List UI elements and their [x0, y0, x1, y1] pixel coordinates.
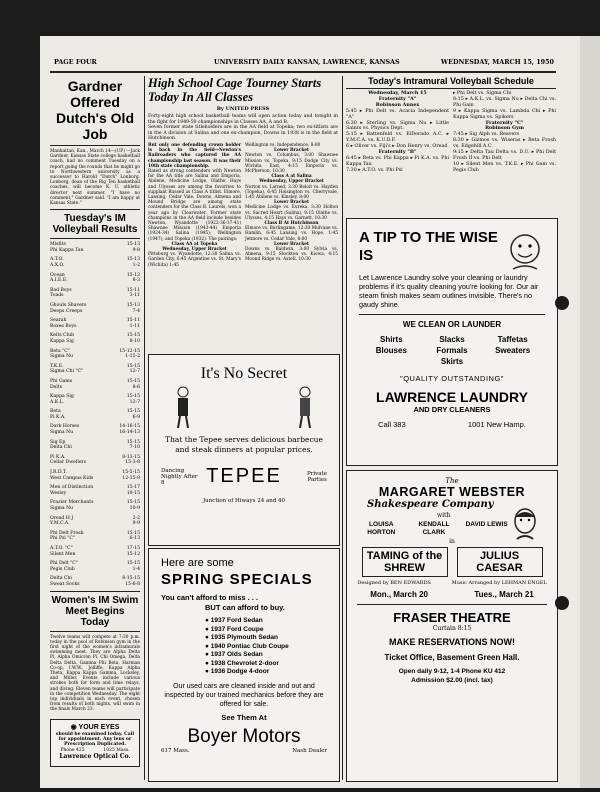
- score: 10-9: [129, 506, 140, 512]
- schedule-line: Robinson Gym: [485, 125, 524, 132]
- score: 15-15: [126, 409, 140, 415]
- schedule-line: Wednesday, March 15: [368, 90, 427, 96]
- team-name: Dark Horses: [50, 424, 80, 430]
- score: 8-10: [129, 338, 140, 344]
- team-name: A.K.L.: [50, 399, 65, 405]
- team-name: Deeps Creeps: [50, 308, 83, 314]
- folio-line: [54, 58, 554, 70]
- boyer-line2: SPRING SPECIALS: [161, 571, 313, 588]
- class-aa-sub: Wednesday, Upper Bracket: [162, 247, 227, 253]
- schedule-line: 7:45 ▸ Sig Alph vs. Beavers: [453, 132, 520, 138]
- car-item: ● 1936 Dodge 4-door: [205, 668, 270, 675]
- shakespeare-portrait-icon: [507, 505, 543, 547]
- team-name: A.T.O. "C": [50, 545, 73, 551]
- boyer-see: See Them At: [221, 712, 267, 722]
- team-name: Men of Distinction: [50, 485, 94, 491]
- tepee-headline: It's No Secret: [200, 365, 288, 382]
- score: 9-8: [132, 247, 140, 253]
- laundry-item: [482, 357, 543, 366]
- score: 15-5-15: [122, 470, 140, 476]
- actor-name: KENDALL CLARK: [418, 521, 450, 536]
- boyer-name: Boyer Motors: [187, 725, 301, 747]
- webster-name: MARGARET WEBSTER: [378, 485, 526, 499]
- divider: [50, 209, 140, 210]
- laundry-footer: [347, 420, 557, 429]
- score: 15-15: [126, 530, 140, 536]
- boyer-address: 617 Mass.: [161, 747, 190, 754]
- schedule-line: ▸ Phi Delt vs. Sigma Chi: [453, 91, 512, 96]
- cr-text3: Norton vs. Larned, 3:30 Beloit vs. Hayden (Topeka), 6:45 Hoisington vs. Cherryvale, 1:45 Abilene vs. Kinsley, 8:00: [245, 184, 338, 200]
- tepee-name-row: [149, 461, 339, 488]
- ticket-office: Ticket Office, Basement Green Hall.: [384, 653, 520, 662]
- cage-story: [148, 76, 338, 351]
- score: 1-4: [132, 566, 140, 572]
- schedule-line: 5:45 ▸ Phi Delt vs. Acacia Independent "A": [346, 108, 449, 120]
- score: 12-7: [129, 369, 140, 375]
- team-name: Cellar Dwellers: [50, 460, 87, 466]
- tepee-ad: [148, 354, 340, 546]
- optical-name: Lawrence Optical Co.: [59, 753, 131, 761]
- webster-company: Shakespeare Company: [367, 499, 494, 510]
- page-number: PAGE FOUR: [54, 58, 97, 66]
- boyer-ad: [148, 548, 340, 782]
- schedule-line: 6:45 ▸ Beta vs. Phi Kappa ▸ Pi K.A. vs. Phi Kappa Tau: [346, 155, 449, 167]
- team-name: Phi Gams: [50, 378, 73, 384]
- column-rule: [144, 76, 145, 780]
- team-name: Phi Delt Frosh: [50, 530, 84, 536]
- laundry-item: Shirts: [379, 335, 403, 344]
- boyer-line3: You can't afford to miss . . .: [161, 593, 259, 602]
- team-name: A.T.O.: [50, 257, 64, 263]
- team-name: Wesley: [50, 490, 67, 496]
- team-name: Searah: [50, 318, 67, 324]
- score: 15-15: [126, 561, 140, 567]
- schedule-line: 6:30 ▸ Sterling vs. Sigma Nu ▸ Little Saints vs. Physics Dept.: [346, 120, 449, 132]
- team-name: Sig Ep: [50, 439, 66, 445]
- score: 12-15-9: [122, 475, 140, 481]
- score: 9-9: [132, 521, 140, 527]
- score: 15-6-8: [125, 581, 140, 587]
- cage-byline: By UNITED PRESS: [216, 106, 270, 112]
- open-hours: Open daily 9-12, 1-4 Phone KU 412: [398, 668, 506, 675]
- laundry-name: LAWRENCE LAUNDRY: [376, 389, 528, 405]
- score: 15-13: [126, 272, 140, 278]
- laundry-items: [347, 329, 557, 366]
- plays-row: [347, 547, 557, 577]
- laundry-item: Skirts: [440, 357, 464, 366]
- team-name: Delta Chi: [50, 445, 72, 451]
- team-name: Phi Delt "C": [50, 561, 78, 567]
- team-name: Toads: [50, 293, 64, 299]
- binder-hole: [555, 296, 569, 310]
- cage-para: Seven former state titleholders are in the AA field at Topeka; two ex-titlists are in the A division at Salina and one ex-champion, Downs in 1938 is in the field at Hutchinson.: [148, 125, 338, 142]
- tepee-private: Private Parties: [307, 470, 327, 483]
- schedule-title: Today's Intramural Volleyball Schedule: [368, 76, 534, 86]
- admission-price: Admission $2.00 (incl. tax): [411, 677, 493, 684]
- cr-upper: Wednesday, Upper Bracket: [259, 179, 324, 185]
- class-aa-heading: Class AA at Topeka: [171, 241, 218, 247]
- score: 15-15: [126, 439, 140, 445]
- schedule-line: Fraternity "C": [485, 119, 524, 126]
- actor-name: DAVID LEWIS: [465, 521, 508, 528]
- play-taming: TAMING of the SHREW: [362, 547, 448, 577]
- cr-hutch: Class B At Hutchinson: [264, 221, 319, 227]
- score: 15-13: [126, 242, 140, 248]
- schedule-line: Fraternity "A": [378, 95, 417, 102]
- laundry-ad: [346, 218, 558, 466]
- team-name: Phi Psi "C": [50, 536, 75, 542]
- divider: [359, 314, 545, 315]
- team-name: Pegis Club: [50, 566, 75, 572]
- schedule-line: 9 ▸ Kappa Sigma vs. Lambda Chi ▸ Phi Kappa Sigma vs. Spikers: [453, 108, 556, 120]
- tepee-name: TEPEE: [206, 465, 282, 487]
- team-name: Kappa Sig: [50, 394, 74, 400]
- schedule-left: [346, 91, 449, 174]
- team-name: A.X.O.: [50, 263, 65, 269]
- score: 15-11: [126, 318, 140, 324]
- score: 1-2: [132, 263, 140, 269]
- diner-figure-icon: [293, 385, 317, 429]
- cr-text6: Downs vs. Baldwin, 3:00 Sylvia vs. Almena, 9:15 Stockton vs. Kiowa, 4:15 Mound Ridge vs. Axtell, 10:30: [245, 247, 338, 263]
- cage-col-b: [245, 143, 338, 268]
- score: 15-13: [126, 257, 140, 263]
- actor-name: LOUISA HORTON: [367, 521, 396, 536]
- laundry-quote: "QUALITY OUTSTANDING": [400, 374, 504, 383]
- score: 6-13: [129, 536, 140, 542]
- team-name: Kelts Club: [50, 333, 75, 339]
- laundry-body: Let Lawrence Laundry solve your cleaning or laundry problems if it's quality cleaning you're looking for. Our air steam finish makes seam outlines invisible. There's no gaudy shine.: [359, 273, 539, 309]
- left-column: [50, 76, 140, 781]
- team-name: A.I.E.E.: [50, 278, 68, 284]
- score: 15-17: [126, 485, 140, 491]
- boyer-body: Our used cars are cleaned inside and out and inspected by our trained mechanics before they are offered for sale.: [164, 682, 324, 708]
- cr-lower: Lower Bracket: [273, 148, 310, 154]
- schedule-line: 9:15 ▸ Delta Tau Delta vs. D.U. ▸ Phi Delt Frosh II vs. Phi Delt: [453, 150, 556, 161]
- schedule-line: Fraternity "B": [378, 149, 417, 156]
- laundry-item: Taffetas: [497, 335, 528, 344]
- score: 15-15: [126, 378, 140, 384]
- team-name: Silent Men: [50, 551, 76, 557]
- score: 15-11: [126, 287, 140, 293]
- face-icon: [505, 229, 545, 277]
- car-item: ● 1937 Ford Sedan: [205, 617, 263, 624]
- laundry-item: [361, 357, 422, 366]
- score: 15-15: [126, 394, 140, 400]
- cr-lower3: Lower Bracket: [273, 241, 310, 247]
- score: 15-15: [126, 333, 140, 339]
- score: 15-15: [126, 500, 140, 506]
- credit-designer: Designed by BEN EDWARDS: [357, 580, 431, 586]
- class-aa-games: Pittsburg vs. Wyandotte, 12:30 Salina vs. Garden City, 6:45 Argentine vs. St. Mary's (Wichita) 1:45: [148, 252, 241, 268]
- cr-text4: Medicine Lodge vs. Eureka, 3:30 Holton vs. Sacred Heart (Salina), 9:15 Olathe vs. Ulysses, 4:15 Hays vs. Garnett, 10:30: [245, 205, 338, 221]
- optical-ad-title: [51, 723, 139, 731]
- schedule-block: [346, 76, 556, 212]
- score: 12-7: [129, 399, 140, 405]
- tepee-figures: [149, 385, 339, 429]
- score: 17-15: [126, 545, 140, 551]
- team-name: Sigma Nu: [50, 354, 74, 360]
- schedule-line: 8:30 ▸ Gizmos vs. Wiseras ▸ Beta Frosh vs. Edgehill A.C.: [453, 138, 556, 150]
- cr-text1: Wellington vs. Independence, 8:00: [245, 142, 321, 148]
- team-name: Sweat Socks: [50, 581, 80, 587]
- boyer-dealer: Nash Dealer: [292, 747, 327, 754]
- swim-headline: Women's IM Swim Meet Begins Today: [51, 594, 139, 628]
- waiter-figure-icon: [171, 385, 195, 429]
- optical-phone: Phone 425: [60, 748, 85, 754]
- cage-bold-para: But only one defending crown holder is back in the field—Newton's Railroaders who captured the AA championship last season. It was their 10th state championship.: [148, 142, 241, 169]
- curtain-time: Curtain 8:15: [432, 625, 472, 632]
- team-name: Sigma Nu: [50, 506, 74, 512]
- webster-the: The: [445, 477, 459, 485]
- webster-ad: [346, 470, 558, 782]
- schedule-line: 10 ▸ Silent Men vs. T.K.E. ▸ Phi Gam vs. Pegis Club: [453, 161, 556, 173]
- binder-hole: [555, 596, 569, 610]
- results-headline: Tuesday's IM Volleyball Results: [52, 213, 138, 236]
- schedule-line: 5:15 ▸ Battenfeld vs. ElDorado A.C. ▸ Y.M.C.A. vs. K.U.D.F.: [346, 132, 449, 144]
- score: 6-9: [132, 414, 140, 420]
- theatre-name: FRASER THEATRE: [393, 610, 511, 625]
- tepee-junction: Junction of Hiways 24 and 40: [202, 498, 286, 504]
- cr-lower2: Lower Bracket: [273, 200, 310, 206]
- date-one: Mon., March 20: [370, 590, 428, 599]
- car-item: ● 1937 Ford Coupe: [205, 625, 264, 633]
- team-name: Pi K.A.: [50, 414, 66, 420]
- credits-row: [347, 580, 557, 586]
- cr-salina: Class A at Salina: [271, 174, 312, 180]
- car-list: [149, 612, 339, 677]
- team-name: Bad Boys: [50, 287, 72, 293]
- team-name: West Campus Kids: [50, 475, 94, 481]
- schedule-line: 8:15 ▸ A.K.L. vs. Sigma Nu ▸ Delta Chi vs. Phi Gam: [453, 96, 556, 108]
- team-name: T.K.E.: [50, 363, 64, 369]
- laundry-name2: AND DRY CLEANERS: [413, 405, 491, 414]
- optical-ad-title-text: YOUR EYES: [78, 723, 120, 731]
- laundry-address: 1001 New Hamp.: [467, 420, 526, 429]
- team-name: Sigma Chi "C": [50, 369, 84, 375]
- cage-headline: High School Cage Tourney Starts Today In All Classes: [148, 76, 322, 104]
- car-item: ● 1940 Pontiac Club Coupe: [205, 642, 289, 650]
- team-name: Phi Kappa Tau: [50, 247, 84, 253]
- car-item: ● 1938 Chevrolet 2-door: [205, 659, 280, 667]
- score: 8-6: [132, 384, 140, 390]
- laundry-item: Slacks: [439, 335, 465, 344]
- optical-ad: [50, 719, 140, 767]
- schedule-right: [453, 91, 556, 174]
- score: 1-15-2: [125, 354, 140, 360]
- reserve-line: MAKE RESERVATIONS NOW!: [388, 637, 515, 647]
- eye-icon: ◉: [70, 723, 77, 731]
- score: 15-12-15: [119, 348, 140, 354]
- score: 7-4: [132, 308, 140, 314]
- page-edge: [580, 36, 600, 788]
- optical-ad-body: should be examined today. Call for appointment. Any lens or Prescription Duplicated.: [55, 731, 135, 747]
- gardner-story: Manhattan, Kan., March 14—(UP) —Jack Gardner, Kansas State college basketball coach, had no comment Tuesday on a report going the rounds that he might go to Northwestern university as a successor to Harold "Dutch" Lonborg. Lonborg, dean of the Big Ten basketball coaches, will become K. U. athletic director next summer. "I have no comment," Gardner said. "I am happy at Kansas State.": [50, 149, 140, 207]
- team-name: Delts: [50, 384, 63, 390]
- team-name: J.R.D.T.: [50, 470, 67, 476]
- team-name: Kappa Sig: [50, 338, 74, 344]
- laundry-item: Formals: [436, 346, 468, 355]
- schedule-line: Robinson Annex: [375, 101, 420, 108]
- team-name: Oread H J: [50, 515, 74, 521]
- laundry-item: Blouses: [375, 346, 407, 355]
- laundry-phone: Call 383: [378, 420, 406, 429]
- team-name: Sigma Nu: [50, 430, 74, 436]
- score: 3-11: [129, 293, 140, 299]
- laundry-item: Sweaters: [495, 346, 531, 355]
- result-row: [50, 582, 140, 588]
- team-name: Frazier Merchants: [50, 500, 94, 506]
- webster-with: with: [437, 512, 451, 519]
- issue-date: WEDNESDAY, MARCH 15, 1950: [440, 58, 554, 66]
- webster-in: in: [449, 538, 455, 545]
- cage-columns: [148, 143, 338, 268]
- team-name: Boxes Boys: [50, 323, 77, 329]
- gardner-headline: Gardner Offered Dutch's Old Job: [56, 78, 134, 142]
- optical-address: 1025 Mass.: [103, 748, 130, 754]
- team-name: Pi K.A.: [50, 454, 66, 460]
- team-name: Y.M.C.A.: [50, 521, 70, 527]
- score: 8-15-15: [122, 576, 140, 582]
- team-name: Ghouls Shavers: [50, 302, 87, 308]
- divider: [357, 604, 547, 605]
- score: 2-2: [132, 515, 140, 521]
- divider: [346, 88, 556, 89]
- team-name: Misfits: [50, 242, 66, 248]
- score: 14-16-15: [119, 424, 140, 430]
- tepee-body: That the Tepee serves delicious barbecue and steak dinners at popular prices.: [165, 435, 323, 454]
- credit-music: Music Arranged by LEHMAN ENGEL: [451, 580, 547, 586]
- score: 10-15: [126, 490, 140, 496]
- cage-para-3: Rated as strong contenders with Newton for the AA title are Salina and Emporia. Abilene, Medicine Lodge, Olathe, Hays and Ulysses are among the favorites to supplant Russell as Class A titlist. Elmore, Lansing, Cedar Vale, Downs, Almena and Mound Bridge are among state contenders for the Class B. Laurels, won a year ago by Clearwater. Former state champions in the AA field include besides Newton, Wyandotte (1922-36-37-41) Shawnee Mission (1943-44) Emporia (1924-34) Salina (1945); Wellington (1947); and Topeka (1932). The pairings:: [148, 168, 241, 242]
- score: 16-14-13: [119, 430, 140, 436]
- divider: [50, 631, 140, 632]
- tepee-dancing: Dancing Nightly After 8: [161, 467, 198, 486]
- score: 7-10: [129, 445, 140, 451]
- score: 8-3: [132, 278, 140, 284]
- laundry-sub: WE CLEAN OR LAUNDER: [402, 320, 502, 329]
- dates-row: [347, 590, 557, 599]
- column-rule: [342, 76, 343, 780]
- score: 1-11: [129, 323, 140, 329]
- score: 8-13-15: [122, 454, 140, 460]
- team-name: Beta: [50, 409, 61, 415]
- score: 15-12: [126, 551, 140, 557]
- score: 15-13: [126, 302, 140, 308]
- date-two: Tues., March 21: [474, 590, 534, 599]
- boyer-line1: Here are some: [161, 557, 234, 569]
- car-item: ● 1935 Plymouth Sedan: [205, 634, 278, 641]
- team-name: Delta Chi: [50, 576, 72, 582]
- newspaper-page: [40, 36, 580, 788]
- cage-lead: Forty-eight high school basketball teams will open action today and tonight in the fight for 1949-50 championships in Classes AA, A and B.: [148, 114, 338, 125]
- divider: [50, 238, 140, 239]
- schedule-columns: [346, 91, 556, 174]
- score: 15-3-8: [125, 460, 140, 466]
- masthead: UNIVERSITY DAILY KANSAN, LAWRENCE, KANSAS: [214, 58, 400, 66]
- folio-rule: [50, 71, 556, 73]
- car-item: ● 1937 Olds Sedan: [205, 651, 263, 658]
- swim-story: Twelve teams will compete at 7:30 p.m. today in the pool of Robinson gym in the first night of the women's intramurals swimming meet. They are Alpha Delta Pi, Alpha Omicron Pi, Chi Omega, Delta Delta Delta, Gamma Phi Beta, Harman Co-op, I.W.W., Jolliffe, Kappa Alpha Theta, Kappa Kappa Gamma, Locksley, and Miller. Events include various strokes both for form and time relays, and diving. Eleven teams will participate in the competition Wednesday. The eight top individuals in each event, chosen from results of both nights, will swim in the finals March 23.: [50, 634, 140, 713]
- divider: [50, 145, 140, 146]
- team-name: Beta "C": [50, 348, 70, 354]
- cr-text5: Elmore vs. Burlingame, 12:30 Mulvane vs. Hamlin, 6:45 Lansing vs. Hope, 1:45 Jetmore vs. Cedar Vale, 8:00: [245, 226, 338, 242]
- cr-text2: Newton vs. Columbus, 3:00 Shawnee Mission vs. Topeka, 9:15 Dodge City vs. Wichita East, 4:15 Emporia vs. McPherson, 10:30: [245, 153, 338, 174]
- score: 15-15: [126, 363, 140, 369]
- play-caesar: JULIUS CAESAR: [457, 547, 543, 577]
- cage-col-a: [148, 143, 241, 268]
- divider: [50, 591, 140, 592]
- schedule-line: 7:30 ▸ A.T.O. vs. Phi Psi: [346, 167, 403, 173]
- results-list: [50, 242, 140, 587]
- laundry-headline: A TIP TO THE WISE IS: [359, 229, 498, 264]
- schedule-line: 6 ▸ Oliver vs. Fiji's ▸ Don Henry vs. Oread: [346, 144, 448, 150]
- boyer-footer: [149, 748, 339, 754]
- team-name: Ocean: [50, 272, 65, 278]
- boyer-line4: BUT can afford to buy.: [205, 603, 285, 612]
